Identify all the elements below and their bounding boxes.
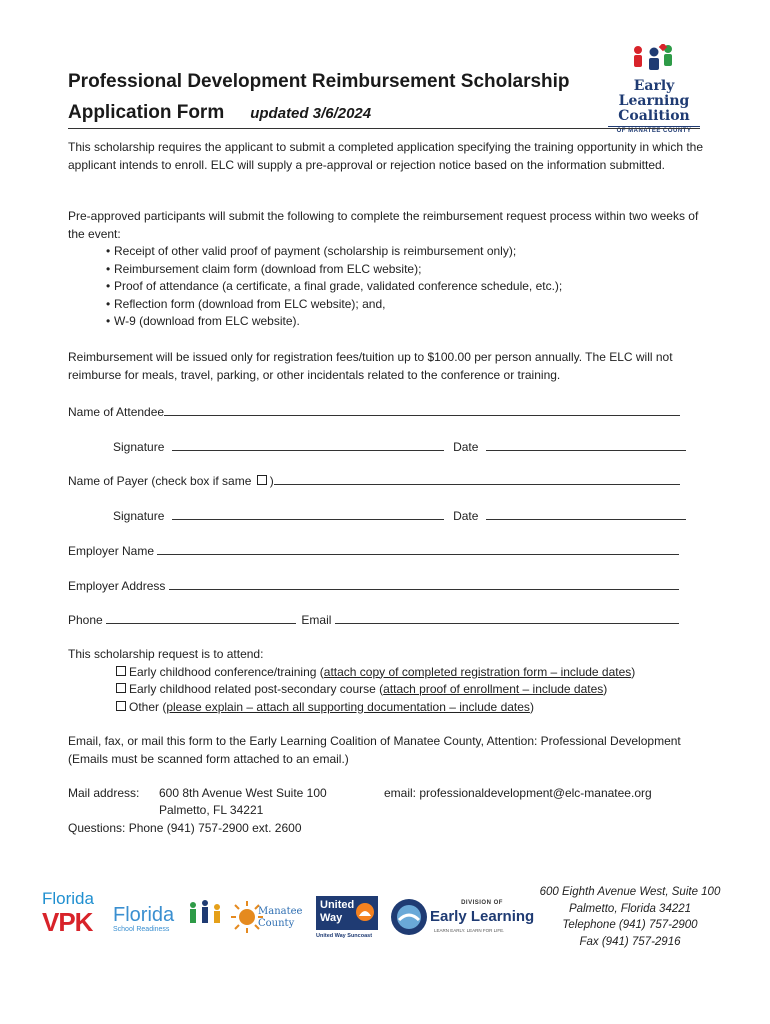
questions-phone: Questions: Phone (941) 757-2900 ext. 2600 bbox=[68, 821, 302, 835]
attendee-label: Name of Attendee bbox=[68, 405, 165, 419]
payer-name-field[interactable] bbox=[274, 472, 680, 485]
reimbursement-note: Reimbursement will be issued only for registration fees/tuition up to $100.00 per person annually. The ELC will not reimburse for meals, travel, parking, or other incidentals related to the conference or training. bbox=[68, 350, 673, 382]
list-item: • Proof of attendance (a certificate, a final grade, validated conference schedule, etc.); bbox=[68, 278, 708, 296]
phone-field[interactable] bbox=[106, 611, 296, 624]
florida-vpk-logo: Florida VPK bbox=[42, 889, 94, 937]
submit-note: Email, fax, or mail this form to the Early Learning Coalition of Manatee County, Attention: Professional Development (Emails must be scanned form attached to an email.) bbox=[68, 734, 681, 766]
attend-option: Early childhood conference/training (attach copy of completed registration form – include dates) bbox=[68, 664, 708, 682]
attend-option: Other (please explain – attach all supporting documentation – include dates) bbox=[68, 699, 708, 717]
requirements-list bbox=[68, 243, 708, 331]
payer-signature-field[interactable] bbox=[172, 507, 444, 520]
preapproved-lead: Pre-approved participants will submit the following to complete the reimbursement request process within two weeks of the event: bbox=[68, 209, 699, 241]
attendee-signature-field[interactable] bbox=[172, 438, 444, 451]
employer-address-field[interactable] bbox=[169, 577, 679, 590]
children-figures-icon bbox=[185, 899, 225, 931]
mail-label: Mail address: bbox=[68, 786, 140, 800]
manatee-county-logo: Manatee County bbox=[230, 896, 308, 940]
email-address: email: professionaldevelopment@elc-manatee.org bbox=[384, 786, 652, 800]
attend-lead: This scholarship request is to attend: bbox=[68, 647, 264, 661]
title-line-2: Application Form bbox=[68, 102, 225, 123]
list-item: • Reimbursement claim form (download from ELC website); bbox=[68, 261, 708, 279]
email-field[interactable] bbox=[335, 611, 679, 624]
family-figures-icon bbox=[604, 44, 704, 74]
preapproved-section bbox=[68, 208, 708, 331]
course-checkbox[interactable] bbox=[116, 683, 126, 693]
intro-paragraph: This scholarship requires the applicant to submit a completed application specifying the training opportunity in which the applicant intends to enroll. ELC will supply a pre-approval or rejection notice based on the information submitted. bbox=[68, 140, 704, 172]
employer-name-label: Employer Name bbox=[68, 544, 155, 558]
division-early-learning-logo: DIVISION OF Early Learning LEARN EARLY. LEARN FOR LIFE. bbox=[390, 896, 532, 944]
employer-name-field[interactable] bbox=[157, 542, 679, 555]
attendee-name-field[interactable] bbox=[164, 403, 680, 416]
signature-label: Signature bbox=[113, 509, 165, 523]
employer-address-label: Employer Address bbox=[68, 579, 166, 593]
mail-line-1: 600 8th Avenue West Suite 100 bbox=[159, 786, 327, 800]
list-item: • W-9 (download from ELC website). bbox=[68, 313, 708, 331]
list-item: • Receipt of other valid proof of payment (scholarship is reimbursement only); bbox=[68, 243, 708, 261]
logo-line-3: OF MANATEE COUNTY bbox=[616, 128, 692, 134]
attendee-date-field[interactable] bbox=[486, 438, 686, 451]
payer-date-field[interactable] bbox=[486, 507, 686, 520]
phone-label: Phone bbox=[68, 613, 103, 627]
attend-option: Early childhood related post-secondary course (attach proof of enrollment – include dates) bbox=[68, 681, 708, 699]
date-label: Date bbox=[453, 440, 479, 454]
elc-logo bbox=[604, 44, 704, 134]
logo-line-1: Early Learning bbox=[618, 78, 690, 109]
page-title bbox=[68, 66, 570, 129]
mail-line-2: Palmetto, FL 34221 bbox=[159, 803, 264, 817]
footer-address: 600 Eighth Avenue West, Suite 100 Palmetto, Florida 34221 Telephone (941) 757-2900 Fax (941) 757-2916 bbox=[539, 886, 721, 948]
attend-section bbox=[68, 646, 708, 716]
date-label: Date bbox=[453, 509, 479, 523]
hand-icon bbox=[355, 902, 375, 922]
same-as-attendee-checkbox[interactable] bbox=[257, 475, 267, 485]
florida-school-readiness-logo: Florida School Readiness bbox=[113, 905, 223, 945]
other-checkbox[interactable] bbox=[116, 701, 126, 711]
header-divider bbox=[68, 128, 700, 129]
logo-line-2: Coalition bbox=[618, 108, 690, 124]
list-item: • Reflection form (download from ELC website); and, bbox=[68, 296, 708, 314]
conference-checkbox[interactable] bbox=[116, 666, 126, 676]
seal-icon bbox=[390, 898, 428, 936]
payer-label: Name of Payer (check box if same bbox=[68, 474, 255, 488]
signature-label: Signature bbox=[113, 440, 165, 454]
united-way-logo: United Way United Way Suncoast bbox=[316, 896, 384, 946]
email-label: Email bbox=[301, 613, 332, 627]
title-line-1: Professional Development Reimbursement Scholarship bbox=[68, 71, 570, 92]
updated-date: updated 3/6/2024 bbox=[250, 105, 372, 122]
